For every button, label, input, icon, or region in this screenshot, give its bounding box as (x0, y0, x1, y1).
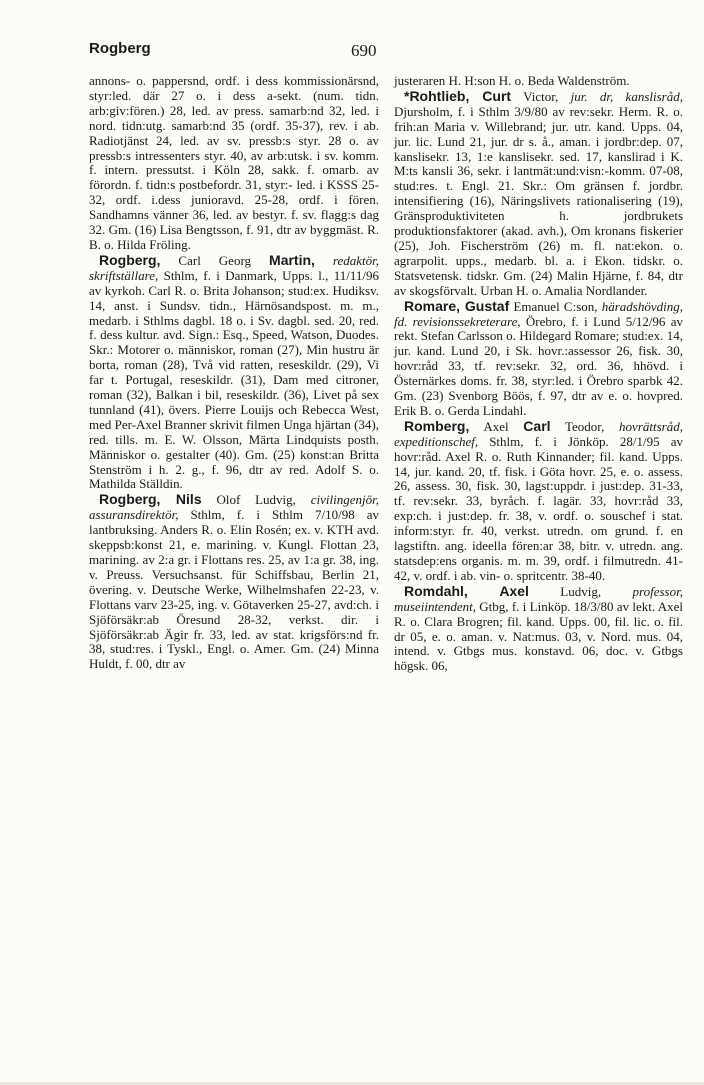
entry-surname: Romdahl, (404, 582, 468, 599)
entry-callname: Carl (523, 417, 551, 434)
entry-title: häradshövding, fd. revisionssekreterare, (394, 298, 683, 329)
continued-entry-text: justeraren H. H:son H. o. Beda Waldenström. (394, 73, 630, 88)
entry-romare-gustaf: Romare, Gustaf Emanuel C:son, häradshövding, fd. revisionssekreterare, Örebro, f. i Lund 5/12/96 av rekt. Stefan Carlsson o. Hildegard Romare; stud:ex. 14, jur. kand. Lund 20, i Sk. hovr.:assessor 26, fisk. 30, hovr:råd 33, tf. rev:sekr. 32, ord. 36, hhövd. i Östernärkes doms. fr. 38, styr:led. i Örebro sparbk 42. Gm. (23) Svenborg Böös, f. 97, dtr av e. o. hovpred. Erik B. o. Gerda Lindahl. (394, 297, 683, 418)
entry-romberg-carl: Romberg, Axel Carl Teodor, hovrättsråd, expeditionschef, Sthlm, f. i Jönköp. 28/1/95 av hovr:råd. Axel R. o. Ruth Kinnander; fil. kand. Upps. 14, jur. kand. 20, tf. fisk. i Göta hovr. 25, e. o. assess. 26, assess. 30, fisk. 30, lagst:uppdr. i just:dep. 31-33, tf. rev:sekr. 33, byråch. f. lagär. 33, hovr:råd 33, exp:ch. i just:dep. fr. 38, v. ordf. o. souschef i stat. inform:styr. fr. 40, verkst. utredn. om grund. f. en lagstiftn. ang. ideella fören:ar 38, bitr. v. utredn. ang. statsdep:ens organis. m. m. 39, ordf. i filmutredn. 41-42, v. ordf. i ab. vin- o. spritcentr. 38-40. (394, 417, 683, 583)
entry-title: hovrättsråd, expeditionschef, (394, 418, 683, 449)
entry-callname: Curt (469, 87, 512, 104)
entry-text: Sthlm, f. i Sthlm 7/10/98 av lantbruksing. Anders R. o. Elin Rosén; ex. v. KTH avd. skeppsb:konst 21, e. marining. v. Kungl. Flottan 23, marining. av 2:a gr. i Flottans res. 25, av 1:a gr. 38, ing. v. Preuss. Versuchsanst. für Schiffsbau, Berlin 21, övering. v. Deutsche Werke, Wilhelmshafen 22-23, v. Flottans varv 23-25, ing. v. Götaverken 25-27, avd:ch. i Sjöförsäkr:ab Öresund 28-32, verkst. dir. i Sjöförsäkr:ab Ägir fr. 33, led. av stat. krigsförs:nd fr. 38, stud:res. i Tyskl., Engl. o. Amer. Gm. (24) Minna Huldt, f. 00, dtr av (89, 507, 379, 672)
entry-callname: Nils (160, 491, 202, 508)
entry-romdahl-axel: Romdahl, Axel Ludvig, professor, museiintendent, Gtbg, f. i Linköp. 18/3/80 av lekt. Axel R. o. Clara Brogren; fil. kand. Upps. 00, fil. lic. o. fil. dr 05, e. o. aman. v. Nat:mus. 03, v. Nord. mus. 04, intend. v. Gtbgs mus. konstavd. 06, doc. v. Gtbgs högsk. 06, (394, 582, 683, 674)
entry-callname: Martin, (269, 251, 315, 268)
left-column (89, 74, 379, 672)
entry-surname: Romberg, (404, 417, 470, 434)
entry-title: civilingenjör, assuransdirektör, (89, 492, 379, 523)
entry-rogberg-martin: Rogberg, Carl Georg Martin, redaktör, skriftställare, Sthlm, f. i Danmark, Upps. l., 11/11/96 av kyrkoh. Carl R. o. Brita Johanson; stud:ex. Hudiksv. 14, anst. i Sundsv. tidn., Härnösandspost. m. m., medarb. i Sthlms dagbl. 18 o. i Sv. dagbl. sed. 20, red. f. dess kultur. avd. Sign.: Esq., Speed, Watson, Duodes. Skr.: Motorer o. människor, roman (27), Min hustru är borta, roman (28), Två vid ratten, reseskildr. (29), Vi far t. Portugal, reseskildr. (31), Dam med citroner, roman (32), Balkan i bil, reseskildr. (36), Livet på sex tunnland (41), övers. Pierre Louijs och Rebecca West, med Per-Axel Branner skrivit filmen Unga hjärtan (34), red. tills. m. E. W. Olsson, Märta Lindquists posth. Människor o. gestalter (40). Gm. (25) konst:an Britta Stenström i h. 2. g., f. 96, dtr av red. Adolf S. o. Mathilda Ställdin. (89, 251, 379, 492)
page-number: 690 (351, 41, 377, 60)
entry-callname: Gustaf (460, 297, 510, 314)
entry-text: Gtbg, f. i Linköp. 18/3/80 av lekt. Axel R. o. Clara Brogren; fil. kand. Upps. 00, fil. lic. o. fil. dr 05, e. o. aman. v. Nat:mus. 03, v. Nord. mus. 04, intend. v. Gtbgs mus. konstavd. 06, doc. v. Gtbgs högsk. 06, (394, 598, 683, 674)
continued-entry-text: annons- o. pappersnd, ordf. i dess kommissionärsnd, styr:led. där 27 o. i dess a-sekt. (num. tidn. arb:giv:fören.) 28, led. av press. samarb:nd 32, led. i nord. tidn:utg. samarb:nd 35 (ordf. 35-37), rev. i ab. Radiotjänst 24, led. av sv. pressb:s styr. 28 o. av pressb:s intressenters styr. 40, av arb:utsk. i sv. komm. f. intern. pressutst. i Köln 28, sakk. f. omarb. av förordn. f. tidn:s postbefordr. 31, styr:- led. i KSSS 25-32, ordf. i.dess junioravd. 25-28, ordf. i fören. Sandhamns vänner 36, led. av bestyr. f. sv. flagg:s dag 32. Gm. (16) Lisa Bengtsson, f. 91, dtr av byggmäst. R. B. o. Hilda Fröling. (89, 73, 379, 252)
entry-title: professor, museiintendent, (394, 583, 683, 614)
entry-title: redaktör, skriftställare, (89, 252, 379, 283)
right-column (394, 74, 683, 674)
entry-text: Djursholm, f. i Sthlm 3/9/80 av rev:sekr. Herm. R. o. frih:an Maria v. Willebrand; jur. utr. kand. Upps. 04, jur. lic. Lund 21, jur. dr s. å., aman. i jordbr:dep. 07, kanslisekr. 13, 1:e kanslisekr. sed. 17, kanslirad i K. M:ts kansli 36, sekr. i lantmät:und:visn:-komm. 07-08, stud:res. t. Engl. 21. Skr.: Om gränsen f. jordbr. intensifiering (16), Näringslivets rationalisering (19), Gränsproduktiviteten h. jordbrukets produktionsfaktorer (akad. avh.), Om kronans fiskerier (25), Joh. Fischerström (26) m. fl. nat:ekon. o. agrarpolit. upps., medarb. bl. a. i Ekon. tidskr. o. Statsvetensk. tidskr. Gm. (24) Malin Hjärne, f. 84, dtr av skogsförvalt. Urban H. o. Amalia Nordlander. (394, 103, 683, 298)
entry-surname: Romare, (404, 297, 461, 314)
entry-callname: Axel (467, 582, 529, 599)
running-head: Rogberg (89, 40, 151, 57)
entry-surname: Rogberg, (99, 251, 161, 268)
entry-title: jur. dr, kanslisråd, (558, 88, 683, 104)
entry-text: Sthlm, f. i Danmark, Upps. l., 11/11/96 av kyrkoh. Carl R. o. Brita Johanson; stud:ex. Hudiksv. 14, anst. i Sundsv. tidn., Härnösandspost. m. m., medarb. i Sthlms dagbl. 18 o. i Sv. dagbl. sed. 20, red. f. dess kultur. avd. Sign.: Esq., Speed, Watson, Duodes. Skr.: Motorer o. människor, roman (27), Min hustru är borta, roman (28), Två vid ratten, reseskildr. (29), Vi far t. Portugal, reseskildr. (31), Dam med citroner, roman (32), Balkan i bil, reseskildr. (36), Livet på sex tunnland (41), övers. Pierre Louijs och Rebecca West, med Per-Axel Branner skrivit filmen Unga hjärtan (34), red. tills. m. E. W. Olsson, Märta Lindquists posth. Människor o. gestalter (40). Gm. (25) konst:an Britta Stenström i h. 2. g., f. 96, dtr av red. Adolf S. o. Mathilda Ställdin. (89, 267, 379, 492)
entry-rogberg-nils: Rogberg, Nils Olof Ludvig, civilingenjör, assuransdirektör, Sthlm, f. i Sthlm 7/10/98 av lantbruksing. Anders R. o. Elin Rosén; ex. v. KTH avd. skeppsb:konst 21, e. marining. v. Kungl. Flottan 23, marining. av 2:a gr. i Flottans res. 25, av 1:a gr. 38, ing. v. Preuss. Versuchsanst. für Schiffsbau, Berlin 21, övering. v. Deutsche Werke, Wilhelmshafen 22-23, v. Flottans varv 23-25, ing. v. Götaverken 25-27, avd:ch. i Sjöförsäkr:ab Öresund 28-32, verkst. dir. i Sjöförsäkr:ab Ägir fr. 33, led. av stat. krigsförs:nd fr. 38, stud:res. i Tyskl., Engl. o. Amer. Gm. (24) Minna Huldt, f. 00, dtr av (89, 491, 379, 672)
entry-text: Örebro, f. i Lund 5/12/96 av rekt. Stefan Carlsson o. Hildegard Romare; stud:ex. 14, jur. kand. Lund 20, i Sk. hovr.:assessor 26, fisk. 30, hovr:råd 33, tf. rev:sekr. 32, ord. 36, hhövd. i Östernärkes doms. fr. 38, styr:led. i Örebro sparbk 42. Gm. (23) Svenborg Böös, f. 97, dtr av e. o. hovpred. Erik B. o. Gerda Lindahl. (394, 313, 683, 418)
entry-rohtlieb-curt: *Rohtlieb, Curt Victor, jur. dr, kanslisråd, Djursholm, f. i Sthlm 3/9/80 av rev:sekr. Herm. R. o. frih:an Maria v. Willebrand; jur. utr. kand. Upps. 04, jur. lic. Lund 21, jur. dr s. å., aman. i jordbr:dep. 07, kanslisekr. 13, 1:e kanslisekr. sed. 17, kanslirad i K. M:ts kansli 36, sekr. i lantmät:und:visn:-komm. 07-08, stud:res. t. Engl. 21. Skr.: Om gränsen f. jordbr. intensifiering (16), Näringslivets rationalisering (19), Gränsproduktiviteten h. jordbrukets produktionsfaktorer (akad. avh.), Om kronans fiskerier (25), Joh. Fischerström (26) m. fl. nat:ekon. o. agrarpolit. upps., medarb. bl. a. i Ekon. tidskr. o. Statsvetensk. tidskr. Gm. (24) Malin Hjärne, f. 84, dtr av skogsförvalt. Urban H. o. Amalia Nordlander. (394, 87, 683, 298)
page-header (89, 38, 676, 62)
entry-text: Sthlm, f. i Jönköp. 28/1/95 av hovr:råd. Axel R. o. Ruth Kinnander; fil. kand. Upps. 14, jur. kand. 20, tf. fisk. i Göta hovr. 25, e. o. assess. 26, assess. 30, fisk. 30, lagst:uppdr. i just:dep. 31-33, tf. rev:sekr. 33, byråch. f. lagär. 33, hovr:råd 33, exp:ch. i just:dep. fr. 38, v. ordf. o. souschef i stat. inform:styr. fr. 40, verkst. utredn. om grund. f. en lagstiftn. ang. ideella fören:ar 38, bitr. v. utredn. ang. statsdep:ens organis. m. m. 39, ordf. i filmutredn. 41-42, v. ordf. i ab. vin- o. spritcentr. 38-40. (394, 433, 683, 583)
entry-surname: Rogberg, (99, 491, 161, 508)
entry-surname: *Rohtlieb, (404, 87, 470, 104)
